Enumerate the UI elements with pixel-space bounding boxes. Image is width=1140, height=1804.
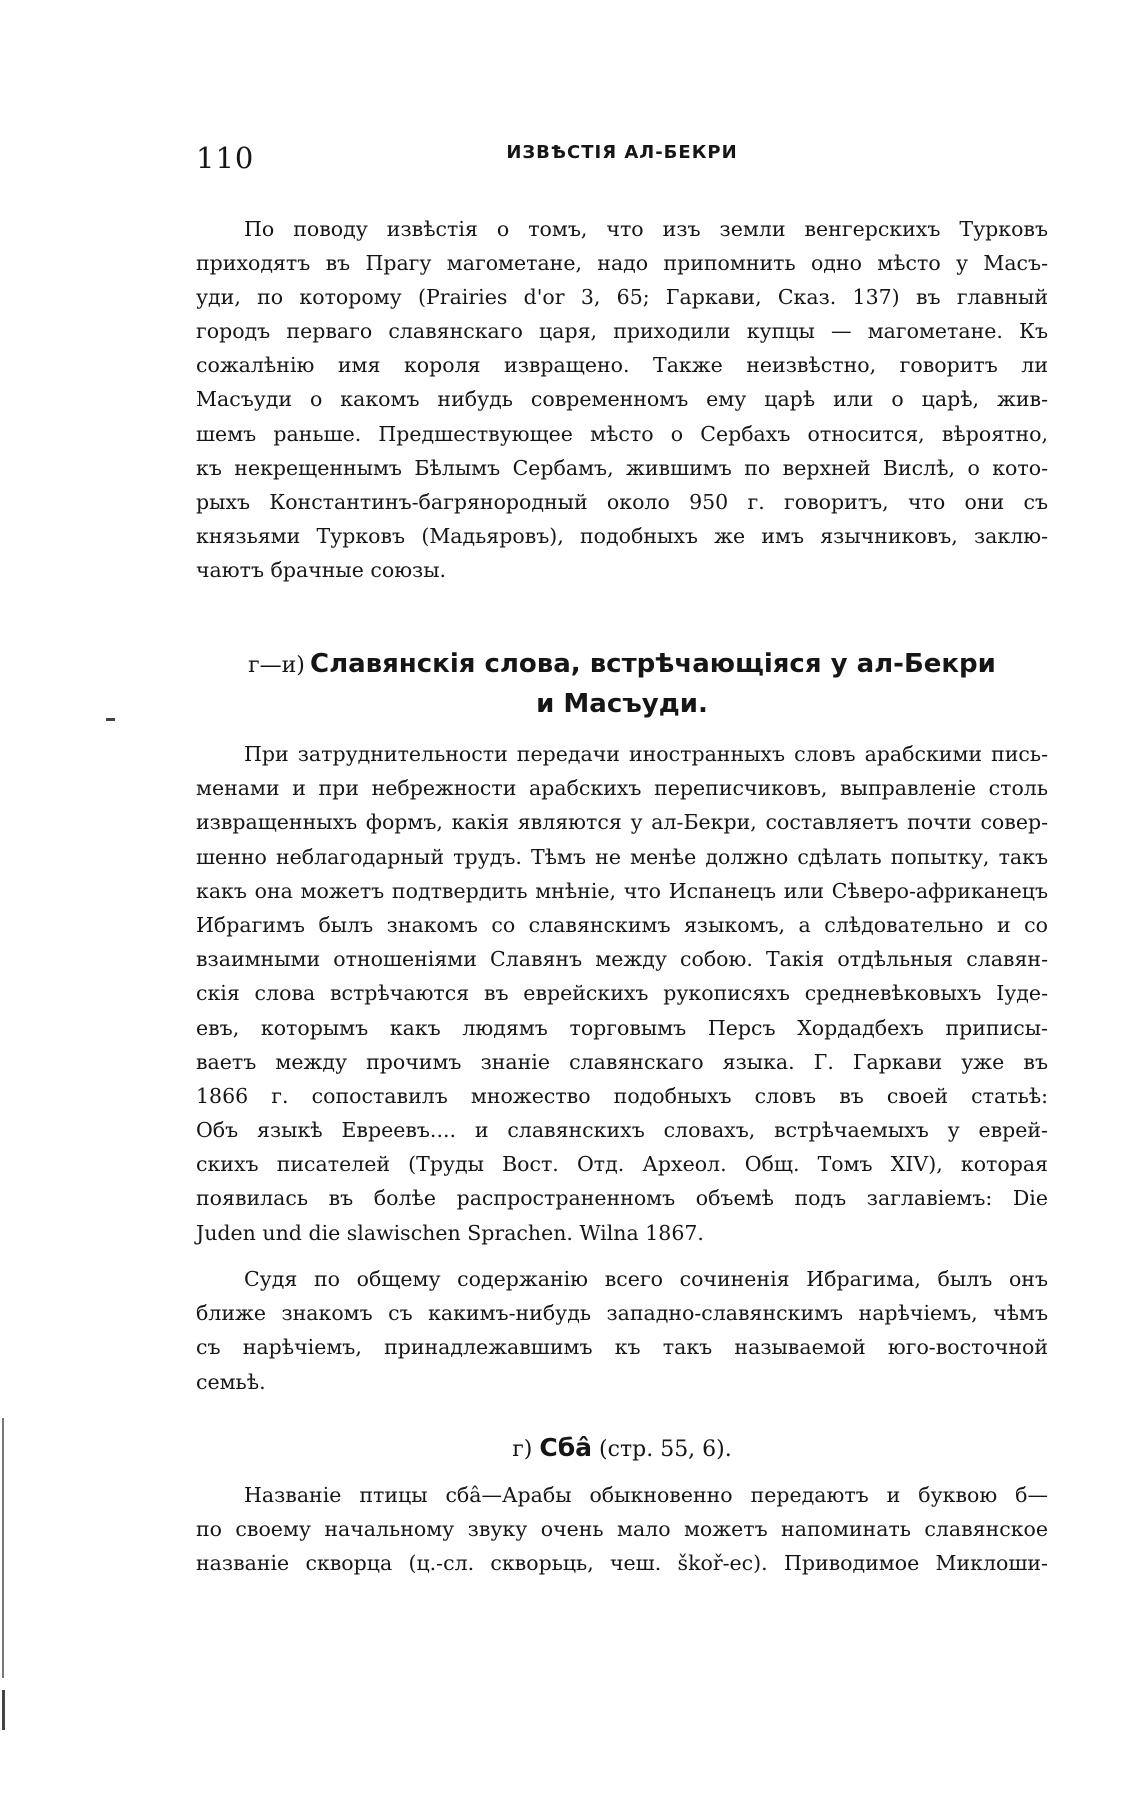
text-line: Названіе птицы сбâ—Арабы обыкновенно передаютъ и буквою б— — [244, 1483, 1048, 1507]
scan-speck — [106, 718, 115, 721]
page-header — [196, 138, 1048, 182]
text-line: появилась въ болѣе распространенномъ объемѣ подъ заглавіемъ: Die — [196, 1186, 1048, 1211]
text-line: городъ перваго славянскаго царя, приходили купцы — магометане. Къ — [196, 319, 1048, 344]
paragraph-2 — [196, 737, 1048, 1250]
text-line: приходятъ въ Прагу магометане, надо припомнить одно мѣсто у Масъ- — [196, 251, 1048, 276]
text-line: Масъуди о какомъ нибудь современномъ ему царѣ или о царѣ, жив- — [196, 387, 1048, 412]
section-heading-slavic-words — [196, 644, 1048, 724]
text-line: Объ языкѣ Евреевъ.... и славянскихъ словахъ, встрѣчаемыхъ у еврей- — [196, 1118, 1048, 1143]
text-line: При затруднительности передачи иностранныхъ словъ арабскими пись- — [244, 742, 1048, 766]
text-line: взаимными отношеніями Славянъ между собою. Такія отдѣльныя славян- — [196, 947, 1048, 972]
text-line: семьѣ. — [196, 1369, 266, 1394]
paragraph-1 — [196, 212, 1048, 587]
text-line: сожалѣнію имя короля извращено. Также неизвѣстно, говоритъ ли — [196, 353, 1048, 378]
section-label: г—и) — [248, 653, 305, 678]
text-line: рыхъ Константинъ-багрянородный около 950 г. говоритъ, что они съ — [196, 489, 1048, 514]
text-line: Ибрагимъ былъ знакомъ со славянскимъ языкомъ, а слѣдовательно и со — [196, 912, 1048, 937]
text-line: шенно неблагодарный трудъ. Тѣмъ не менѣе должно сдѣлать попытку, такъ — [196, 844, 1048, 869]
section-page-ref: (стр. 55, 6). — [599, 1437, 732, 1462]
text-line: какъ она можетъ подтвердить мнѣніе, что Испанецъ или Сѣверо-африканецъ — [196, 878, 1048, 903]
text-line: ваетъ между прочимъ знаніе славянскаго языка. Г. Гаркави уже въ — [196, 1049, 1048, 1074]
text-line: Juden und die slawischen Sprachen. Wilna 1867. — [196, 1220, 704, 1245]
text-line: по своему начальному звуку очень мало можетъ напоминать славянское — [196, 1517, 1048, 1542]
paragraph-3 — [196, 1262, 1048, 1399]
text-line: къ некрещеннымъ Бѣлымъ Сербамъ, жившимъ по верхней Вислѣ, о кото- — [196, 455, 1048, 480]
running-title: ИЗВѢСТІЯ АЛ-БЕКРИ — [506, 142, 738, 163]
text-line: извращенныхъ формъ, какія являются у ал-Бекри, составляетъ почти совер- — [196, 810, 1048, 835]
text-line: скихъ писателей (Труды Вост. Отд. Археол. Общ. Томъ XIV), которая — [196, 1152, 1048, 1177]
text-line: По поводу извѣстія о томъ, что изъ земли венгерскихъ Турковъ — [244, 217, 1048, 241]
text-line: скія слова встрѣчаются въ еврейскихъ рукописяхъ средневѣковыхъ Іуде- — [196, 981, 1048, 1006]
text-line: 1866 г. сопоставилъ множество подобныхъ словъ въ своей статьѣ: — [196, 1083, 1048, 1108]
text-line: уди, по которому (Prairies d'or 3, 65; Гаркави, Сказ. 137) въ главный — [196, 285, 1048, 310]
scan-edge-mark — [2, 1418, 4, 1678]
section-title-line-1: Славянскія слова, встрѣчающіяся у ал-Бекри — [309, 649, 996, 679]
text-line: съ нарѣчіемъ, принадлежавшимъ къ такъ называемой юго-восточной — [196, 1335, 1048, 1360]
page-number: 110 — [196, 141, 255, 175]
section-word: Сбâ — [539, 1433, 593, 1462]
text-line: Судя по общему содержанію всего сочиненія Ибрагима, былъ онъ — [244, 1267, 1048, 1291]
section-heading-sba — [196, 1428, 1048, 1470]
section-title-line-2: и Масъуди. — [536, 689, 708, 719]
paragraph-4 — [196, 1478, 1048, 1581]
text-line: евъ, которымъ какъ людямъ торговымъ Персъ Хордадбехъ приписы- — [196, 1015, 1048, 1040]
text-line: названіе скворца (ц.-сл. скворьць, чеш. škoř-ec). Приводимое Миклоши- — [196, 1551, 1048, 1576]
text-line: шемъ раньше. Предшествующее мѣсто о Сербахъ относится, вѣроятно, — [196, 421, 1048, 446]
text-line: менами и при небрежности арабскихъ переписчиковъ, выправленіе столь — [196, 776, 1048, 801]
scan-edge-mark — [2, 1690, 5, 1730]
text-line: князьями Турковъ (Мадьяровъ), подобныхъ же имъ язычниковъ, заклю- — [196, 523, 1048, 548]
text-line: чаютъ брачные союзы. — [196, 557, 447, 582]
text-line: ближе знакомъ съ какимъ-нибудь западно-славянскимъ нарѣчіемъ, чѣмъ — [196, 1301, 1048, 1326]
section-label: г) — [512, 1437, 533, 1462]
